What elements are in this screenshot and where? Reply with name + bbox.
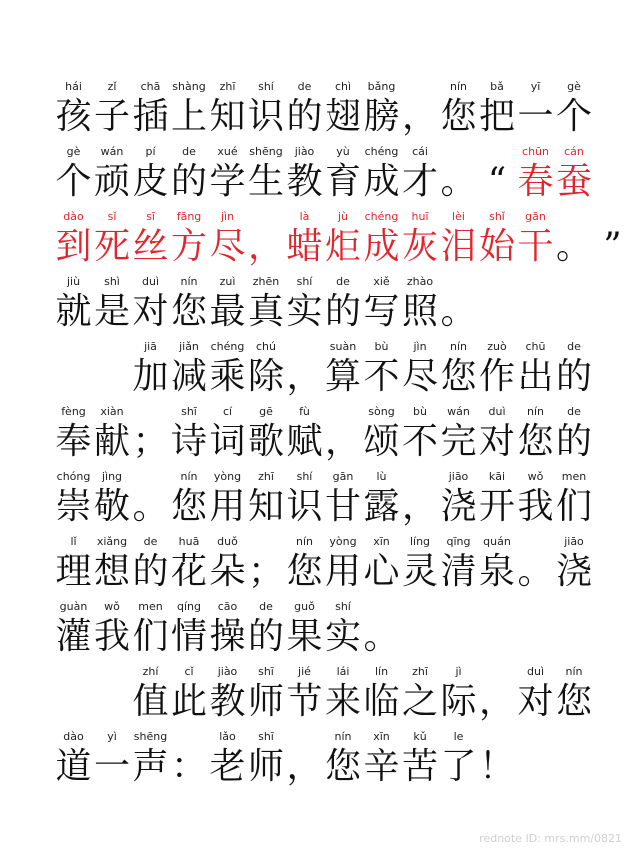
pinyin-label: xué <box>217 145 238 158</box>
pinyin-label: de <box>297 80 312 93</box>
hanzi-character: 我 <box>517 486 554 527</box>
pinyin-label: xiàn <box>100 405 124 418</box>
hanzi-character: 的 <box>132 551 169 592</box>
hanzi-character: 果 <box>286 616 323 657</box>
pinyin-label: zhī <box>258 470 274 483</box>
hanzi-character: 。 <box>440 291 477 332</box>
pinyin-label: lèi <box>452 210 465 223</box>
pinyin-label: chì <box>334 80 352 93</box>
hanzi-character: 生 <box>247 161 284 202</box>
hanzi-character: 的 <box>286 96 323 137</box>
hanzi-character: 灌 <box>55 616 92 657</box>
hanzi-character: 用 <box>209 486 246 527</box>
pinyin-label: jiào <box>217 665 238 678</box>
hanzi-character: 们 <box>132 616 169 657</box>
char-cell <box>551 80 598 152</box>
pinyin-label <box>435 275 482 289</box>
hanzi-character: 知 <box>209 96 246 137</box>
hanzi-character: 之 <box>401 681 438 722</box>
hanzi-character: 翅 <box>324 96 361 137</box>
pinyin-label: jù <box>337 210 349 223</box>
hanzi-character: 辛 <box>363 746 400 787</box>
char-cell <box>435 275 482 347</box>
hanzi-character: 出 <box>517 356 554 397</box>
hanzi-character: 道 <box>55 746 92 787</box>
hanzi-character: 照 <box>401 291 438 332</box>
pinyin-label: lín <box>374 665 389 678</box>
pinyin-label: zhí <box>142 665 159 678</box>
pinyin-label: chóng <box>56 470 91 483</box>
hanzi-character: 炬 <box>324 226 361 267</box>
pinyin-label: xiǎng <box>96 535 128 548</box>
pinyin-label: chūn <box>522 145 549 158</box>
hanzi-character: 。 <box>440 161 477 202</box>
hanzi-character: 临 <box>363 681 400 722</box>
hanzi-character: ， <box>247 226 284 267</box>
pinyin-label: chéng <box>210 340 245 353</box>
pinyin-label: zuò <box>487 340 507 353</box>
hanzi-character: ！ <box>478 746 515 787</box>
pinyin-label: de <box>567 405 581 418</box>
hanzi-character: 的 <box>555 356 592 397</box>
pinyin-label: de <box>259 600 273 613</box>
pinyin-label <box>474 730 521 744</box>
pinyin-label: jiāo <box>564 535 584 548</box>
hanzi-character: 歌 <box>247 421 284 462</box>
hanzi-character: 的 <box>555 421 592 462</box>
hanzi-character: 际 <box>440 681 477 722</box>
hanzi-character: 赋 <box>286 421 323 462</box>
hanzi-character: 的 <box>247 616 284 657</box>
pinyin-label: chú <box>256 340 276 353</box>
pinyin-label: yòng <box>213 470 242 483</box>
hanzi-character: 泉 <box>478 551 515 592</box>
hanzi-character: 情 <box>170 616 207 657</box>
char-cell <box>551 535 598 607</box>
pinyin-label: chéng <box>364 210 399 223</box>
hanzi-character: 灵 <box>401 551 438 592</box>
pinyin-label: cí <box>222 405 233 418</box>
char-cell <box>551 145 598 217</box>
hanzi-character: 一 <box>93 746 130 787</box>
pinyin-label: duì <box>141 275 159 288</box>
text-line <box>0 665 640 737</box>
hanzi-character: 开 <box>478 486 515 527</box>
hanzi-character: 才 <box>401 161 438 202</box>
hanzi-character: 蜡 <box>286 226 323 267</box>
pinyin-label: cán <box>564 145 584 158</box>
hanzi-character: ， <box>401 96 438 137</box>
pinyin-label: de <box>336 275 350 288</box>
hanzi-character: 上 <box>170 96 207 137</box>
pinyin-label: lǎo <box>219 730 236 743</box>
hanzi-character: 。 <box>517 551 554 592</box>
pinyin-label: lái <box>336 665 350 678</box>
hanzi-character: 。 <box>555 226 592 267</box>
hanzi-character: 泪 <box>440 226 477 267</box>
pinyin-label: zhào <box>406 275 434 288</box>
pinyin-label: bù <box>413 405 427 418</box>
hanzi-character: 学 <box>209 161 246 202</box>
pinyin-label: yì <box>107 730 117 743</box>
text-line <box>0 600 640 672</box>
pinyin-label: líng <box>409 535 431 548</box>
pinyin-label: nín <box>450 80 467 93</box>
hanzi-character: 崇 <box>55 486 92 527</box>
hanzi-character: 就 <box>55 291 92 332</box>
pinyin-label: men <box>138 600 163 613</box>
hanzi-character: 对 <box>478 421 515 462</box>
hanzi-character: 知 <box>247 486 284 527</box>
pinyin-label: huā <box>178 535 200 548</box>
hanzi-character: 尽 <box>209 226 246 267</box>
pinyin-label: duì <box>526 665 544 678</box>
pinyin-label: xīn <box>373 535 390 548</box>
hanzi-character: ； <box>132 421 169 462</box>
pinyin-label: cái <box>412 145 428 158</box>
pinyin-label: jiāo <box>448 470 469 483</box>
pinyin-label: nín <box>296 535 313 548</box>
hanzi-character: 到 <box>55 226 92 267</box>
hanzi-character: 始 <box>478 226 515 267</box>
text-line <box>0 535 640 607</box>
pinyin-label: xīn <box>373 730 390 743</box>
hanzi-character: ， <box>286 356 323 397</box>
pinyin-label: kǔ <box>413 730 427 743</box>
pinyin-label: yī <box>530 80 541 93</box>
pinyin-label: jìng <box>101 470 123 483</box>
hanzi-character: 朵 <box>209 551 246 592</box>
pinyin-label: hái <box>65 80 82 93</box>
hanzi-character: 识 <box>286 486 323 527</box>
hanzi-character: 节 <box>286 681 323 722</box>
hanzi-character: 不 <box>363 356 400 397</box>
hanzi-character: 对 <box>517 681 554 722</box>
hanzi-character: 露 <box>363 486 400 527</box>
hanzi-character: 孩 <box>55 96 92 137</box>
pinyin-label: shǐ <box>489 210 505 223</box>
pinyin-label: sī <box>146 210 155 223</box>
hanzi-character: 您 <box>440 96 477 137</box>
hanzi-character: 方 <box>170 226 207 267</box>
pinyin-label: duǒ <box>217 535 238 548</box>
pinyin-label: huī <box>411 210 429 223</box>
pinyin-label: lù <box>376 470 387 483</box>
pinyin-label: nín <box>334 730 352 743</box>
pinyin-label: chā <box>140 80 161 93</box>
pinyin-label: de <box>143 535 158 548</box>
hanzi-character: 成 <box>363 161 400 202</box>
pinyin-label: zhī <box>219 80 236 93</box>
hanzi-character: 作 <box>478 356 515 397</box>
hanzi-character: 干 <box>517 226 554 267</box>
hanzi-character: 顽 <box>93 161 130 202</box>
hanzi-character: 的 <box>170 161 207 202</box>
hanzi-character: 值 <box>132 681 169 722</box>
text-line <box>0 730 640 802</box>
pinyin-label: gān <box>332 470 354 483</box>
pinyin-label: men <box>561 470 587 483</box>
hanzi-character: 丝 <box>132 226 169 267</box>
hanzi-character: 加 <box>132 356 169 397</box>
char-cell <box>358 600 405 672</box>
hanzi-character: 颂 <box>363 421 400 462</box>
hanzi-character: ： <box>170 746 207 787</box>
pinyin-label: gē <box>259 405 273 418</box>
pinyin-label: zǐ <box>107 80 117 93</box>
hanzi-character: 完 <box>440 421 477 462</box>
hanzi-character: 词 <box>209 421 246 462</box>
pinyin-label: nín <box>180 275 198 288</box>
pinyin-label: bù <box>374 340 389 353</box>
hanzi-character: 实 <box>286 291 323 332</box>
hanzi-character: 成 <box>363 226 400 267</box>
hanzi-character: 您 <box>286 551 323 592</box>
hanzi-character: 真 <box>247 291 284 332</box>
pinyin-label: chū <box>525 340 546 353</box>
pinyin-label: nín <box>450 340 467 353</box>
pinyin-label: pí <box>145 145 156 158</box>
hanzi-character: 教 <box>209 681 246 722</box>
hanzi-character: 老 <box>209 746 246 787</box>
hanzi-character: 诗 <box>170 421 207 462</box>
pinyin-label: guàn <box>59 600 88 613</box>
pinyin-label: bǎ <box>490 80 504 93</box>
pinyin-label: quán <box>483 535 511 548</box>
pinyin-label: wán <box>100 145 124 158</box>
pinyin-label: sòng <box>368 405 395 418</box>
hanzi-character: 来 <box>324 681 361 722</box>
hanzi-character: 献 <box>93 421 130 462</box>
pinyin-label: le <box>453 730 464 743</box>
pinyin-label: zuì <box>219 275 236 288</box>
hanzi-character: 花 <box>170 551 207 592</box>
pinyin-label: qīng <box>446 535 471 548</box>
hanzi-character: ， <box>478 681 515 722</box>
hanzi-character: 识 <box>247 96 284 137</box>
pinyin-label: yòng <box>329 535 357 548</box>
pinyin-label: lǐ <box>70 535 77 548</box>
hanzi-character: 声 <box>132 746 169 787</box>
pinyin-label: qíng <box>177 600 201 613</box>
pinyin-label: duì <box>488 405 506 418</box>
hanzi-character: 师 <box>247 746 284 787</box>
hanzi-character: 死 <box>93 226 130 267</box>
text-line <box>0 470 640 542</box>
hanzi-character: 您 <box>170 291 207 332</box>
hanzi-character: ， <box>324 421 361 462</box>
char-cell <box>551 405 598 477</box>
hanzi-character: 春 <box>517 161 554 202</box>
hanzi-character: 您 <box>517 421 554 462</box>
hanzi-character: 是 <box>93 291 130 332</box>
hanzi-character: 减 <box>170 356 207 397</box>
hanzi-character: 一 <box>517 96 554 137</box>
pinyin-label: de <box>567 340 581 353</box>
pinyin-label: shí <box>335 600 351 613</box>
pinyin-label: fù <box>299 405 310 418</box>
hanzi-character: ， <box>286 746 323 787</box>
pinyin-label: shēng <box>249 145 283 158</box>
hanzi-character: ” <box>603 226 622 267</box>
pinyin-label: gān <box>525 210 546 223</box>
hanzi-character: 插 <box>132 96 169 137</box>
pinyin-label: shī <box>258 730 274 743</box>
hanzi-character: 蚕 <box>555 161 592 202</box>
pinyin-label: nín <box>565 665 583 678</box>
hanzi-character: 敬 <box>93 486 130 527</box>
pinyin-label: de <box>182 145 196 158</box>
pinyin-label: guǒ <box>294 600 315 613</box>
hanzi-character: ； <box>247 551 284 592</box>
pinyin-label: shī <box>181 405 197 418</box>
hanzi-character: 育 <box>324 161 361 202</box>
text-line <box>0 340 640 412</box>
hanzi-character: 理 <box>55 551 92 592</box>
text-line <box>0 405 640 477</box>
pinyin-label: dào <box>63 210 84 223</box>
pinyin-label: shàng <box>172 80 206 93</box>
pinyin-label: nín <box>180 470 198 483</box>
pinyin-label: jì <box>455 665 462 678</box>
pinyin-label: shí <box>296 275 313 288</box>
pinyin-label: shì <box>104 275 120 288</box>
pinyin-label: jìn <box>220 210 235 223</box>
hanzi-character: 您 <box>170 486 207 527</box>
watermark: rednote ID: mrs.mm/0821 <box>479 832 622 845</box>
pinyin-label: yù <box>336 145 350 158</box>
pinyin-label: sǐ <box>107 210 117 223</box>
pinyin-label: cǐ <box>184 665 194 678</box>
pinyin-label: suàn <box>329 340 357 353</box>
hanzi-character: 乘 <box>209 356 246 397</box>
pinyin-label: wán <box>447 405 470 418</box>
hanzi-character: 教 <box>286 161 323 202</box>
hanzi-character: 想 <box>93 551 130 592</box>
text-line <box>0 80 640 152</box>
hanzi-character: 实 <box>324 616 361 657</box>
hanzi-character: 浇 <box>555 551 592 592</box>
hanzi-character: 用 <box>324 551 361 592</box>
hanzi-character: 甘 <box>324 486 361 527</box>
char-cell <box>474 730 521 802</box>
hanzi-character: 奉 <box>55 421 92 462</box>
hanzi-character: 。 <box>363 616 400 657</box>
hanzi-character: 不 <box>401 421 438 462</box>
pinyin-label: zhēn <box>252 275 280 288</box>
hanzi-character: 我 <box>93 616 130 657</box>
pinyin-label: dào <box>63 730 84 743</box>
pinyin-label: shí <box>296 470 313 483</box>
hanzi-character: 们 <box>555 486 592 527</box>
hanzi-character: 您 <box>440 356 477 397</box>
text-line <box>0 210 640 282</box>
pinyin-label: xiě <box>373 275 390 288</box>
pinyin-label: nín <box>527 405 544 418</box>
hanzi-character: 师 <box>247 681 284 722</box>
hanzi-character: 浇 <box>440 486 477 527</box>
pinyin-label: fāng <box>176 210 202 223</box>
pinyin-label: gè <box>66 145 81 158</box>
pinyin-label: jiā <box>144 340 157 353</box>
hanzi-character: 除 <box>247 356 284 397</box>
hanzi-character: 尽 <box>401 356 438 397</box>
hanzi-character: 个 <box>555 96 592 137</box>
pinyin-label: jié <box>298 665 311 678</box>
text-line <box>0 145 640 217</box>
hanzi-character: 算 <box>324 356 361 397</box>
char-cell <box>551 665 598 737</box>
pinyin-label: shí <box>258 80 274 93</box>
hanzi-character: 把 <box>478 96 515 137</box>
pinyin-label: jiǎn <box>179 340 199 353</box>
hanzi-character: 灰 <box>401 226 438 267</box>
hanzi-character: 此 <box>170 681 207 722</box>
hanzi-character: ， <box>401 486 438 527</box>
pinyin-label: jìn <box>413 340 427 353</box>
hanzi-character: 的 <box>324 291 361 332</box>
pinyin-label: cāo <box>217 600 238 613</box>
hanzi-character: 苦 <box>401 746 438 787</box>
hanzi-character: 写 <box>363 291 400 332</box>
hanzi-character: 心 <box>363 551 400 592</box>
hanzi-character: 子 <box>93 96 130 137</box>
hanzi-character: 。 <box>132 486 169 527</box>
hanzi-character: 了 <box>440 746 477 787</box>
pinyin-label: wǒ <box>527 470 544 483</box>
char-cell <box>551 470 598 542</box>
text-line <box>0 275 640 347</box>
pinyin-label: chéng <box>364 145 399 158</box>
pinyin-label: kāi <box>488 470 506 483</box>
hanzi-character: 膀 <box>363 96 400 137</box>
hanzi-character: 清 <box>440 551 477 592</box>
hanzi-character: “ <box>487 161 507 202</box>
hanzi-character: 对 <box>132 291 169 332</box>
pinyin-label: fèng <box>61 405 86 418</box>
pinyin-label: bǎng <box>367 80 396 93</box>
char-cell <box>551 340 598 412</box>
pinyin-label <box>358 600 405 614</box>
hanzi-character: 您 <box>555 681 592 722</box>
pinyin-label: wǒ <box>104 600 120 613</box>
pinyin-label: shī <box>258 665 274 678</box>
pinyin-label: zhī <box>412 665 428 678</box>
pinyin-label: jiào <box>294 145 315 158</box>
pinyin-label: là <box>299 210 310 223</box>
char-cell <box>589 210 636 282</box>
hanzi-character: 您 <box>324 746 361 787</box>
hanzi-character: 操 <box>209 616 246 657</box>
hanzi-character: 最 <box>209 291 246 332</box>
hanzi-character: 个 <box>55 161 92 202</box>
pinyin-label <box>589 210 636 224</box>
hanzi-character: 皮 <box>132 161 169 202</box>
pinyin-label: jiù <box>66 275 81 288</box>
pinyin-label: shēng <box>133 730 168 743</box>
pinyin-label: gè <box>567 80 581 93</box>
